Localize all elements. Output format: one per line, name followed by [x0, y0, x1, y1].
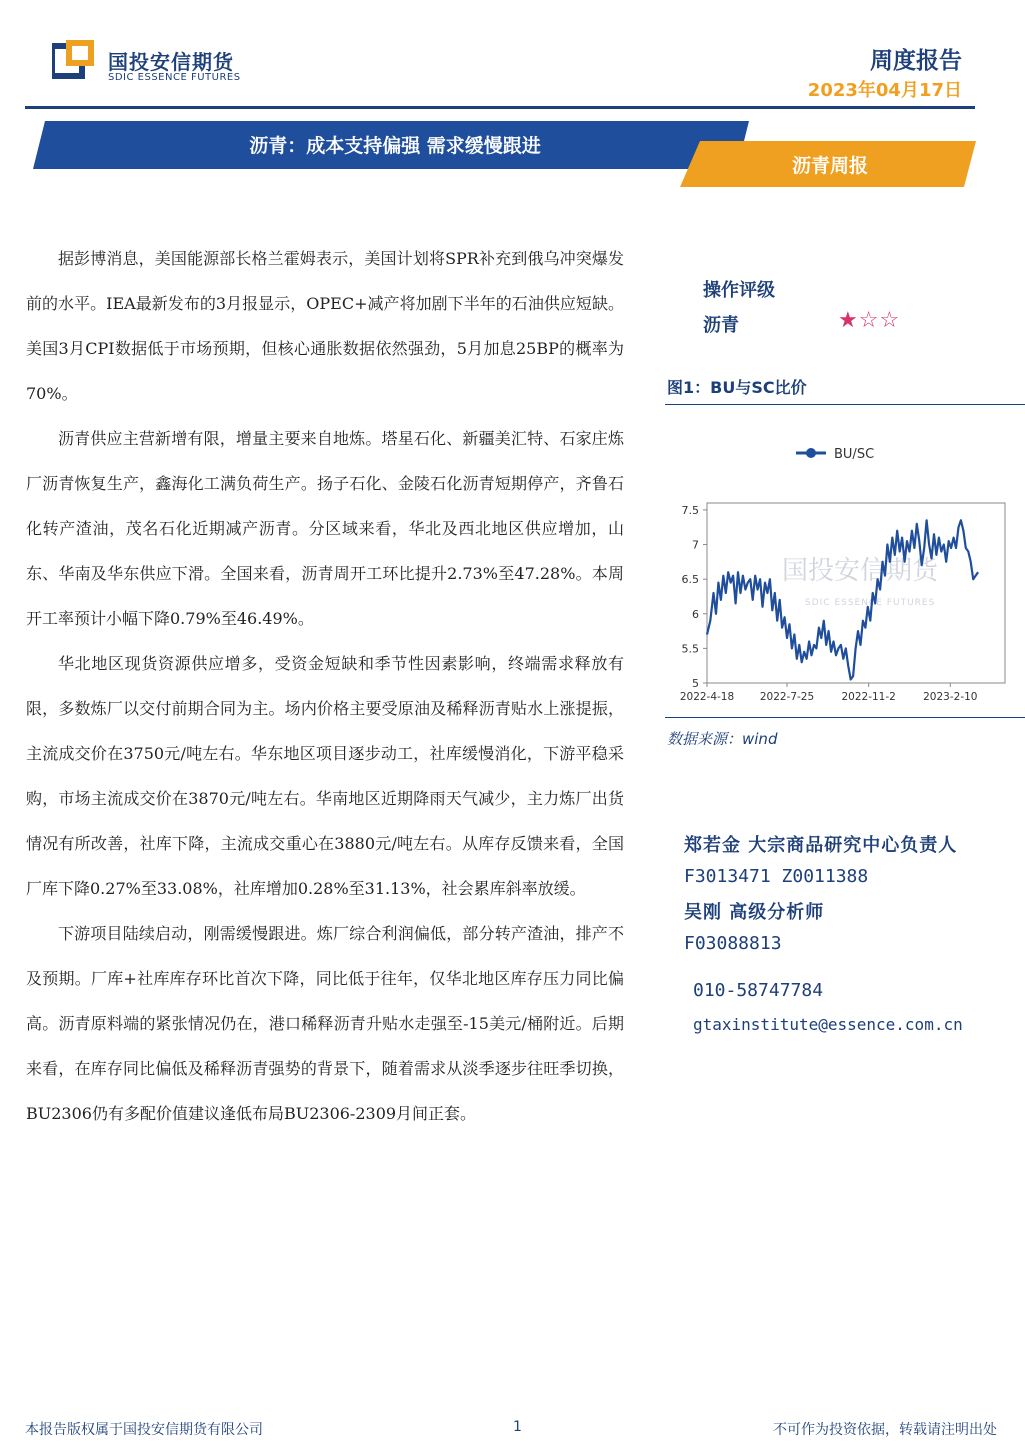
figure-title: 图1：BU与SC比价 — [667, 378, 807, 397]
x-tick-label: 2022-11-2 — [841, 691, 896, 703]
y-tick-label: 6 — [692, 607, 699, 621]
y-tick-label: 5 — [692, 677, 699, 690]
report-date: 2023年04月17日 — [807, 80, 962, 101]
company-name-cn: 国投安信期货 — [108, 50, 234, 74]
x-tick-label: 2022-4-18 — [679, 691, 735, 703]
star-empty-icon: ☆☆ — [858, 308, 901, 333]
star-filled-icon: ★ — [838, 308, 859, 333]
x-tick-label: 2022-7-25 — [759, 691, 815, 703]
report-title: 沥青：成本支持偏强 需求缓慢跟进 — [249, 135, 541, 157]
chart-watermark: 国投安信期货 — [782, 556, 939, 586]
chart-watermark-en: SDIC ESSENCE FUTURES — [805, 598, 936, 608]
page-number: 1 — [513, 1419, 522, 1435]
y-tick-label: 6.5 — [681, 573, 699, 587]
footer-disclaimer: 不可作为投资依据，转载请注明出处 — [773, 1422, 997, 1438]
report-tag: 沥青周报 — [791, 155, 868, 177]
report-type: 周度报告 — [870, 48, 962, 74]
legend-label: BU/SC — [834, 447, 875, 462]
analyst-license: F03088813 — [684, 933, 782, 954]
analyst-name-title: 郑若金 大宗商品研究中心负责人 — [684, 835, 958, 856]
contact-email[interactable]: gtaxinstitute@essence.com.cn — [693, 1015, 963, 1034]
rating-stars — [838, 308, 900, 333]
chart-legend — [796, 447, 874, 462]
header-divider — [25, 106, 975, 109]
data-source: 数据来源：wind — [667, 730, 778, 748]
analyst-license: F3013471 Z0011388 — [684, 866, 869, 887]
body-paragraph: 下游项目陆续启动，刚需缓慢跟进。炼厂综合利润偏低，部分转产渣油，排产不及预期。厂库+社库库存环比首次下降，同比低于往年，仅华北地区库存压力同比偏高。沥青原料端的紧张情况仍在，港口稀释沥青升贴水走强至-15美元/桶附近。后期来看，在库存同比偏低及稀释沥青强势的背景下，随着需求从淡季逐步往旺季切换，BU2306仍有多配价值建议逢低布局BU2306-2309月间正套。 — [26, 924, 624, 1123]
y-tick-label: 7 — [692, 538, 699, 552]
contact-phone: 010-58747784 — [693, 980, 824, 1001]
body-paragraph: 据彭博消息，美国能源部长格兰霍姆表示，美国计划将SPR补充到俄乌冲突爆发前的水平。IEA最新发布的3月报显示，OPEC+减产将加剧下半年的石油供应短缺。美国3月CPI数据低于市场预期，但核心通胀数据依然强劲，5月加息25BP的概率为70%。 — [26, 249, 624, 403]
body-paragraph: 华北地区现货资源供应增多，受资金短缺和季节性因素影响，终端需求释放有限，多数炼厂以交付前期合同为主。场内价格主要受原油及稀释沥青贴水上涨提振，主流成交价在3750元/吨左右。华东地区项目逐步动工，社库缓慢消化，下游平稳采购，市场主流成交价在3870元/吨左右。华南地区近期降雨天气减少，主力炼厂出货情况有所改善，社库下降，主流成交重心在3880元/吨左右。从库存反馈来看，全国厂库下降0.27%至33.08%，社库增加0.28%至31.13%，社会累库斜率放缓。 — [26, 654, 624, 898]
rating-commodity: 沥青 — [703, 315, 739, 336]
analyst-name-title: 吴刚 高级分析师 — [684, 902, 825, 923]
y-tick-label: 5.5 — [681, 642, 699, 656]
rating-title: 操作评级 — [703, 280, 775, 301]
bu-sc-ratio-chart — [655, 425, 1015, 715]
figure-top-rule — [665, 404, 1025, 405]
report-body — [26, 236, 624, 1136]
company-logo-icon — [52, 40, 100, 82]
body-paragraph: 沥青供应主营新增有限，增量主要来自地炼。塔星石化、新疆美汇特、石家庄炼厂沥青恢复生产，鑫海化工满负荷生产。扬子石化、金陵石化沥青短期停产，齐鲁石化转产渣油，茂名石化近期减产沥青。分区域来看，华北及西北地区供应增加，山东、华南及华东供应下滑。全国来看，沥青周开工环比提升2.73%至47.28%。本周开工率预计小幅下降0.79%至46.49%。 — [26, 429, 624, 628]
figure-bottom-rule — [665, 717, 1025, 718]
company-name-en: SDIC ESSENCE FUTURES — [108, 72, 241, 83]
footer-copyright: 本报告版权属于国投安信期货有限公司 — [25, 1422, 263, 1438]
x-tick-label: 2023-2-10 — [923, 691, 978, 703]
y-tick-label: 7.5 — [681, 503, 699, 517]
